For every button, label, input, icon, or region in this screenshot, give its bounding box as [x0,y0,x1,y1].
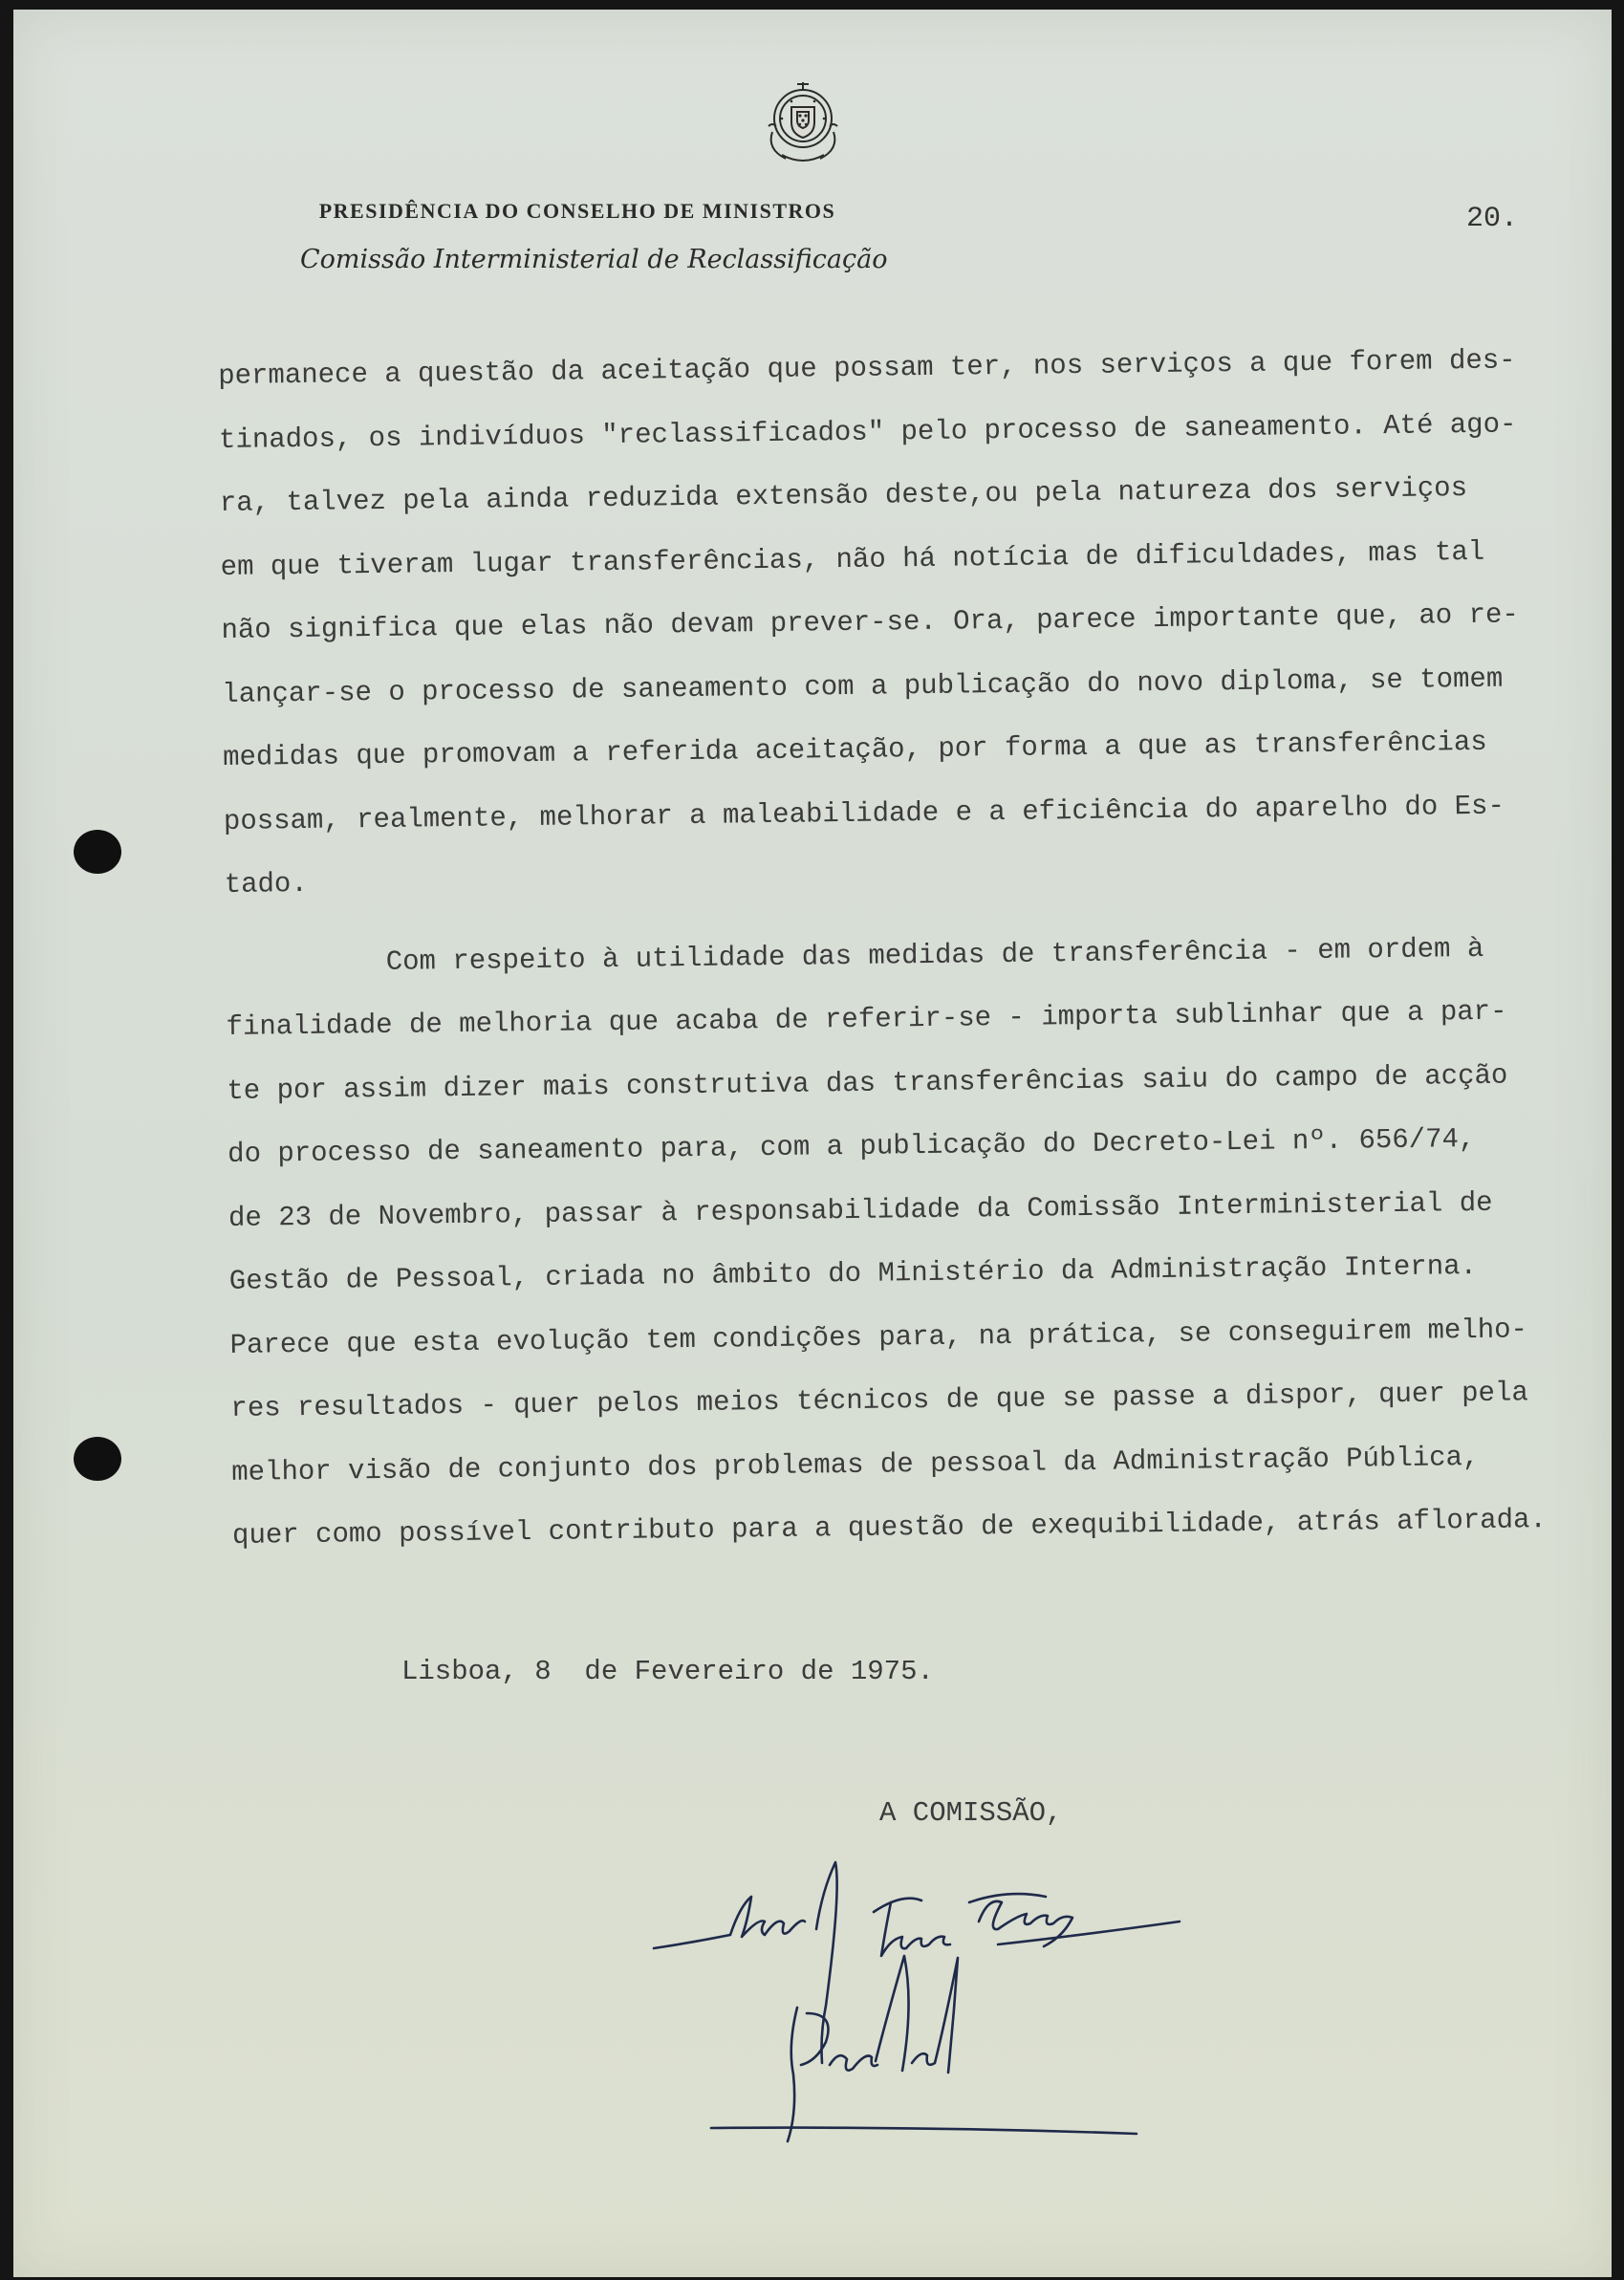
text-line: finalidade de melhoria que acaba de referir-se - importa sublinhar que a par- [226,995,1507,1043]
punch-hole [74,830,121,874]
handwritten-signature [654,1862,1180,2063]
text-line: quer como possível contributo para a questão de exequibilidade, atrás aflorada. [231,1504,1548,1552]
letter-body [218,338,1610,1578]
text-line: medidas que promovam a referida aceitação, por forma a que as transferências [222,726,1487,773]
signoff: A COMISSÃO, [879,1797,1063,1829]
text-line: possam, realmente, melhorar a maleabilidade e a eficiência do aparelho do Es- [223,790,1505,837]
date-line: Lisboa, 8 de Fevereiro de 1975. [401,1656,934,1687]
handwritten-signature [711,1956,1137,2141]
page-number: 20. [1466,203,1519,235]
text-line: Gestão de Pessoal, criada no âmbito do Ministério da Administração Interna. [228,1249,1478,1297]
signature-block [625,1845,1390,2170]
text-line: ra, talvez pela ainda reduzida extensão deste,ou pela natureza dos serviços [219,472,1468,519]
text-line: tado. [224,867,308,901]
paragraph [226,926,1610,1579]
text-line: lançar-se o processo de saneamento com a publicação do novo diploma, se tomem [222,662,1504,710]
text-line: Com respeito à utilidade das medidas de transferência - em ordem à [385,932,1484,978]
paragraph [218,338,1601,927]
text-line: melhor visão de conjunto dos problemas de pessoal da Administração Pública, [231,1441,1480,1488]
text-line: tinados, os indivíduos "reclassificados" pelo processo de saneamento. Até ago- [218,407,1517,456]
organization-name: PRESIDÊNCIA DO CONSELHO DE MINISTROS [318,199,836,223]
text-line: de 23 de Novembro, passar à responsabilidade da Comissão Interministerial de [227,1186,1493,1234]
text-line: Parece que esta evolução tem condições para, na prática, se conseguirem melho- [229,1313,1528,1361]
document-page [13,10,1612,2277]
punch-hole [74,1437,121,1481]
text-line: não significa que elas não devam prever-se. Ora, parece importante que, ao re- [221,598,1520,646]
text-line: te por assim dizer mais construtiva das transferências saiu do campo de acção [227,1059,1508,1107]
coat-of-arms-icon [753,73,853,172]
text-line: permanece a questão da aceitação que possam ter, nos serviços a que forem des- [218,344,1516,392]
text-line: do processo de saneamento para, com a publicação do Decreto-Lei nº. 656/74, [227,1122,1476,1170]
text-line: res resultados - quer pelos meios técnicos de que se passe a dispor, quer pela [230,1377,1528,1424]
organization-subtitle: Comissão Interministerial de Reclassificação [300,245,888,274]
text-line: em que tiveram lugar transferências, não há notícia de dificuldades, mas tal [220,535,1485,583]
